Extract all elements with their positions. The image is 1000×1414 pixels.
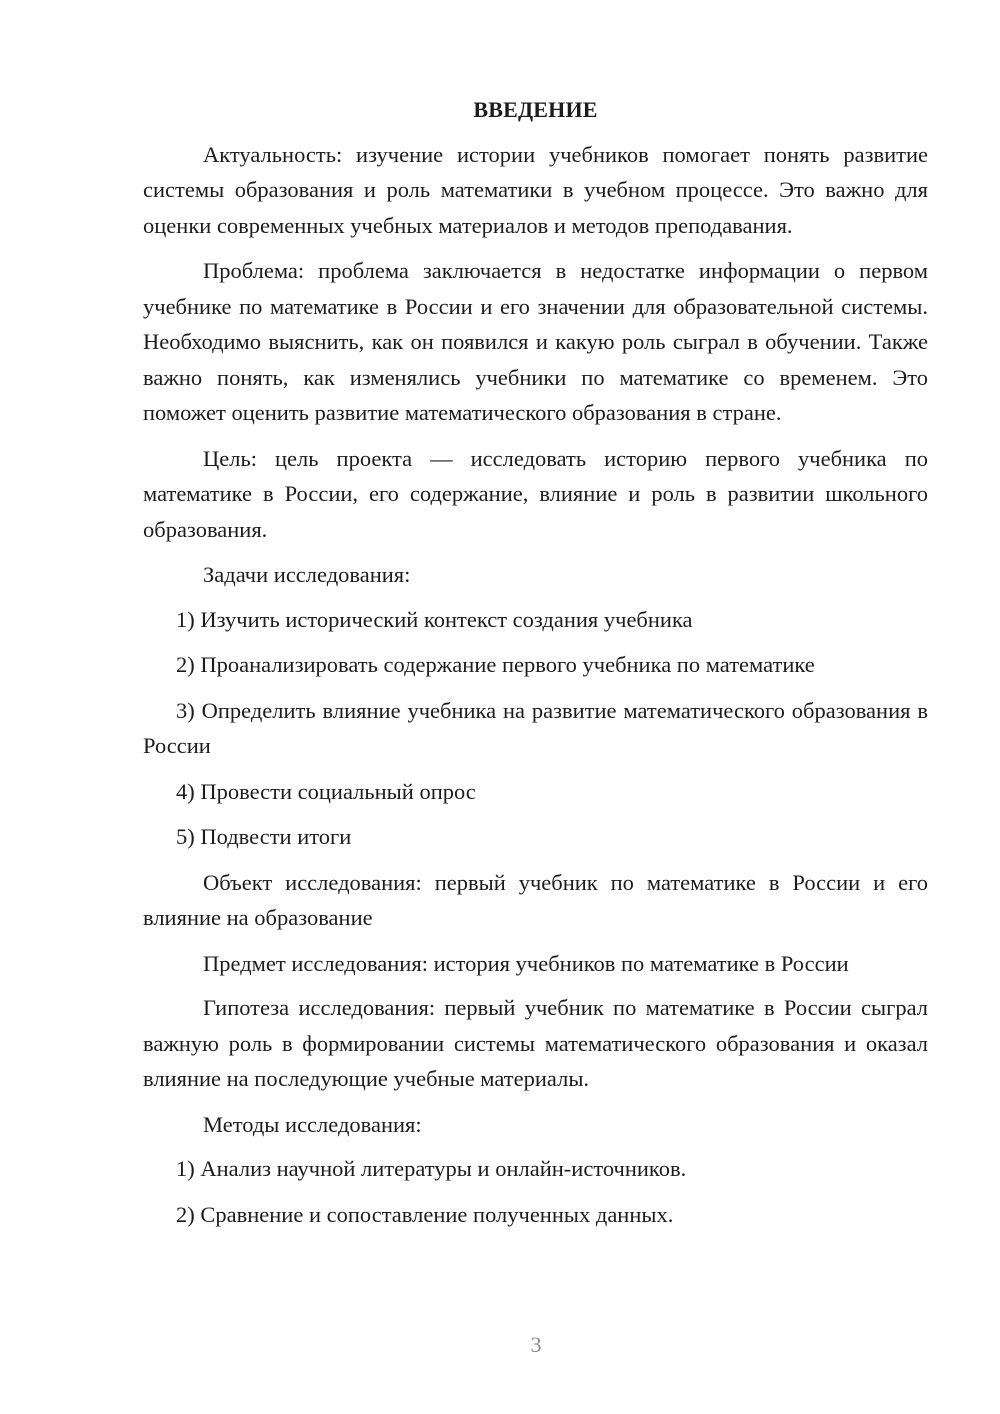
page-number: 3	[530, 1332, 542, 1357]
methods-heading: Методы исследования:	[203, 1111, 422, 1137]
method-item: 2) Сравнение и сопоставление полученных данных.	[176, 1201, 674, 1227]
page-title: ВВЕДЕНИЕ	[473, 97, 598, 122]
subject-paragraph: Предмет исследования: история учебников по математике в России	[203, 950, 849, 976]
relevance-paragraph: Актуальность: изучение истории учебников помогает понять развитие системы образования и роль математики в учебном процессе. Это важно для оценки современных учебных материалов и методов преподавания.	[143, 141, 928, 238]
task-item: 4) Провести социальный опрос	[176, 778, 476, 804]
tasks-heading: Задачи исследования:	[203, 562, 411, 587]
task-item: 2) Проанализировать содержание первого учебника по математике	[176, 652, 815, 677]
object-paragraph: Объект исследования: первый учебник по математике в России и его влияние на образование	[143, 869, 928, 930]
task-item: 5) Подвести итоги	[176, 824, 352, 849]
task-item: 3) Определить влияние учебника на развитие математического образования в России	[143, 697, 928, 758]
task-item: 1) Изучить исторический контекст создания учебника	[176, 606, 693, 632]
document-page	[143, 92, 928, 1242]
problem-paragraph: Проблема: проблема заключается в недостатке информации о первом учебнике по математике в России и его значении для образовательной системы. Необходимо выяснить, как он появился и какую роль сыграл в обучении. Также важно понять, как изменялись учебники по математике со временем. Это поможет оценить развитие математического образования в стране.	[143, 258, 928, 425]
hypothesis-paragraph: Гипотеза исследования: первый учебник по математике в России сыграл важную роль в формировании системы математического образования и оказал влияние на последующие учебные материалы.	[143, 995, 928, 1091]
method-item: 1) Анализ научной литературы и онлайн-источников.	[176, 1156, 687, 1181]
goal-paragraph: Цель: цель проекта — исследовать историю первого учебника по математике в России, его содержание, влияние и роль в развитии школьного образования.	[143, 445, 928, 542]
